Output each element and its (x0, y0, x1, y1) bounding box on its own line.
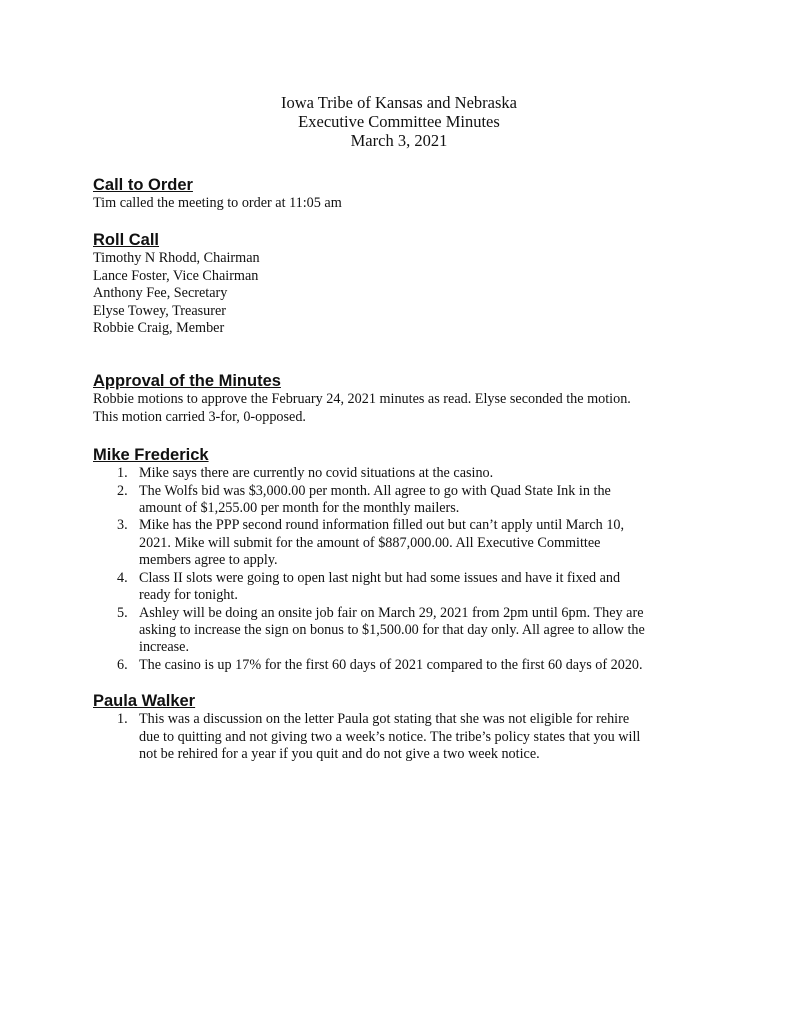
call-to-order-section (93, 176, 705, 212)
list-item-number: 5. (117, 604, 128, 621)
paula-walker-section (93, 692, 705, 763)
list-item (93, 570, 705, 605)
list-item-line: Class II slots were going to open last night but had some issues and have it fixed and (139, 569, 621, 586)
list-item-number: 1. (117, 711, 128, 728)
roll-call-member: Lance Foster, Vice Chairman (93, 267, 259, 284)
list-item-number: 1. (117, 465, 128, 482)
call-to-order-text: Tim called the meeting to order at 11:05 am (93, 195, 342, 211)
list-item-line: increase. (139, 639, 190, 656)
document-page (93, 93, 705, 763)
list-item-line: The Wolfs bid was $3,000.00 per month. All agree to go with Quad State Ink in the (139, 482, 611, 499)
paula-walker-heading: Paula Walker (93, 692, 196, 711)
list-item-line: members agree to apply. (139, 552, 278, 569)
list-item-line: not be rehired for a year if you quit and do not give a two week notice. (139, 745, 540, 762)
mike-frederick-heading: Mike Frederick (93, 446, 209, 465)
roll-call-member: Robbie Craig, Member (93, 320, 225, 337)
list-item-line: Mike says there are currently no covid situations at the casino. (139, 465, 494, 482)
list-item-line: ready for tonight. (139, 587, 238, 604)
roll-call-member: Elyse Towey, Treasurer (93, 302, 226, 319)
list-item (93, 465, 705, 482)
approval-heading: Approval of the Minutes (93, 372, 281, 391)
roll-call-section (93, 231, 705, 337)
list-item-line: Mike has the PPP second round information filled out but can’t apply until March 10, (139, 517, 625, 534)
header-title: Executive Committee Minutes (298, 112, 500, 131)
roll-call-member: Anthony Fee, Secretary (93, 285, 228, 302)
list-item (93, 657, 705, 674)
list-item-number: 3. (117, 517, 128, 534)
header-organization: Iowa Tribe of Kansas and Nebraska (281, 93, 517, 112)
list-item-line: asking to increase the sign on bonus to $1,500.00 for that day only. All agree to allow the (139, 621, 645, 638)
call-to-order-heading: Call to Order (93, 176, 193, 194)
mike-frederick-section (93, 446, 705, 674)
header-date: March 3, 2021 (350, 131, 448, 150)
list-item-number: 4. (117, 569, 128, 586)
document-header (93, 93, 705, 150)
roll-call-heading: Roll Call (93, 231, 160, 250)
approval-text-line: Robbie motions to approve the February 24, 2021 minutes as read. Elyse seconded the motion. (93, 391, 631, 408)
list-item-line: 2021. Mike will submit for the amount of $887,000.00. All Executive Committee (139, 534, 601, 551)
list-item (93, 483, 705, 518)
list-item (93, 517, 705, 569)
approval-section (93, 372, 705, 426)
list-item (93, 605, 705, 657)
list-item (93, 711, 705, 763)
approval-text-line: This motion carried 3-for, 0-opposed. (93, 408, 306, 425)
list-item-line: amount of $1,255.00 per month for the monthly mailers. (139, 500, 460, 517)
list-item-line: The casino is up 17% for the first 60 days of 2021 compared to the first 60 days of 2020. (139, 656, 643, 673)
list-item-line: This was a discussion on the letter Paula got stating that she was not eligible for rehire (139, 711, 630, 728)
list-item-line: due to quitting and not giving two a week’s notice. The tribe’s policy states that you will (139, 728, 641, 745)
list-item-line: Ashley will be doing an onsite job fair on March 29, 2021 from 2pm until 6pm. They are (139, 604, 644, 621)
roll-call-member: Timothy N Rhodd, Chairman (93, 250, 260, 267)
list-item-number: 2. (117, 482, 128, 499)
list-item-number: 6. (117, 656, 128, 673)
